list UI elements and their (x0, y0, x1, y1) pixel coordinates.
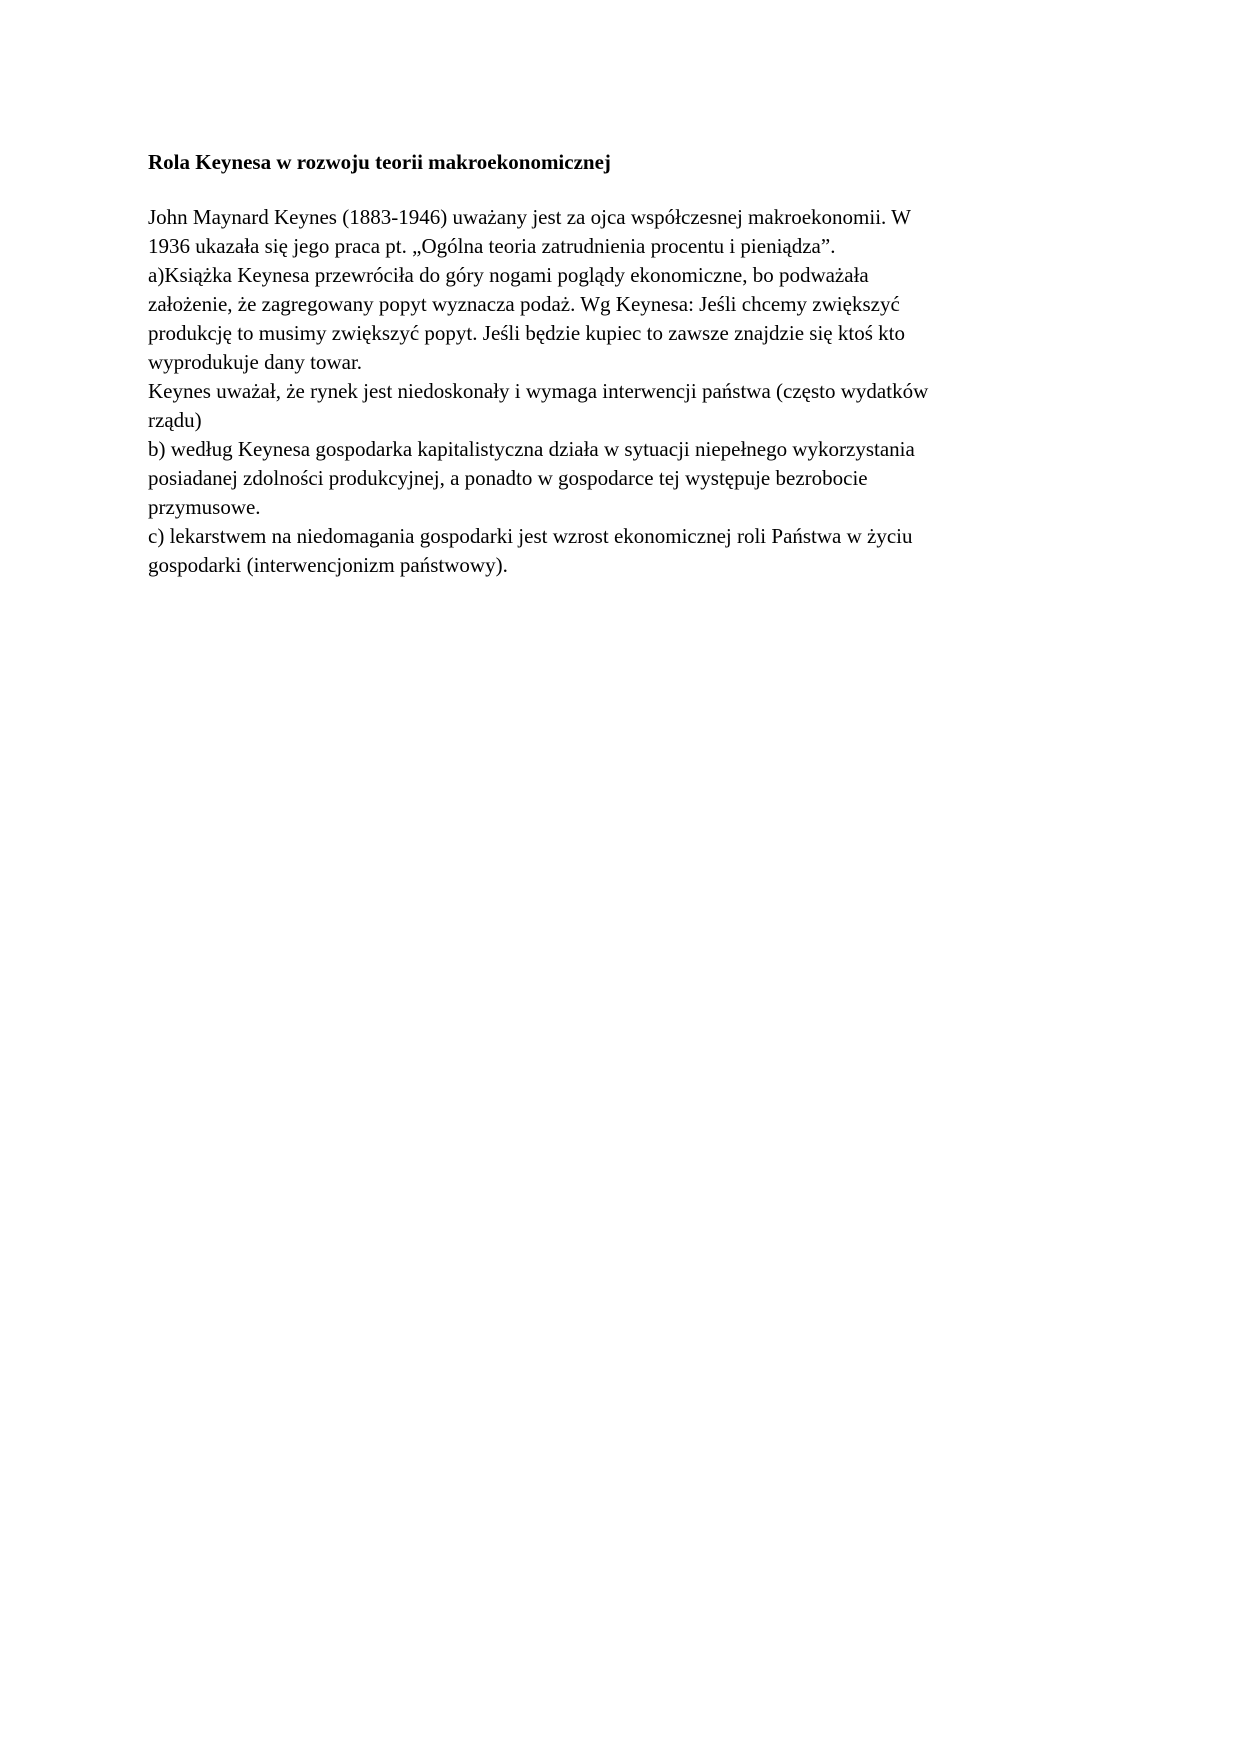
body-line: rządu) (148, 408, 202, 432)
document-body (148, 203, 1088, 580)
body-line: posiadanej zdolności produkcyjnej, a ponadto w gospodarce tej występuje bezrobocie (148, 466, 868, 490)
body-line: Keynes uważał, że rynek jest niedoskonały i wymaga interwencji państwa (często wydatków (148, 379, 929, 403)
body-line: 1936 ukazała się jego praca pt. „Ogólna teoria zatrudnienia procentu i pieniądza”. (148, 234, 836, 258)
body-line: John Maynard Keynes (1883-1946) uważany jest za ojca współczesnej makroekonomii. W (148, 205, 911, 229)
document-content (148, 148, 1088, 580)
body-line: b) według Keynesa gospodarka kapitalistyczna działa w sytuacji niepełnego wykorzystania (148, 437, 915, 461)
body-line: a)Książka Keynesa przewróciła do góry nogami poglądy ekonomiczne, bo podważała (148, 263, 869, 287)
body-line: przymusowe. (148, 495, 261, 519)
body-line: gospodarki (interwencjonizm państwowy). (148, 553, 508, 577)
body-line: wyprodukuje dany towar. (148, 350, 363, 374)
body-line: założenie, że zagregowany popyt wyznacza podaż. Wg Keynesa: Jeśli chcemy zwiększyć (148, 292, 900, 316)
body-line: c) lekarstwem na niedomagania gospodarki jest wzrost ekonomicznej roli Państwa w życiu (148, 524, 913, 548)
document-title: Rola Keynesa w rozwoju teorii makroekonomicznej (148, 150, 611, 174)
body-line: produkcję to musimy zwiększyć popyt. Jeśli będzie kupiec to zawsze znajdzie się ktoś kto (148, 321, 905, 345)
